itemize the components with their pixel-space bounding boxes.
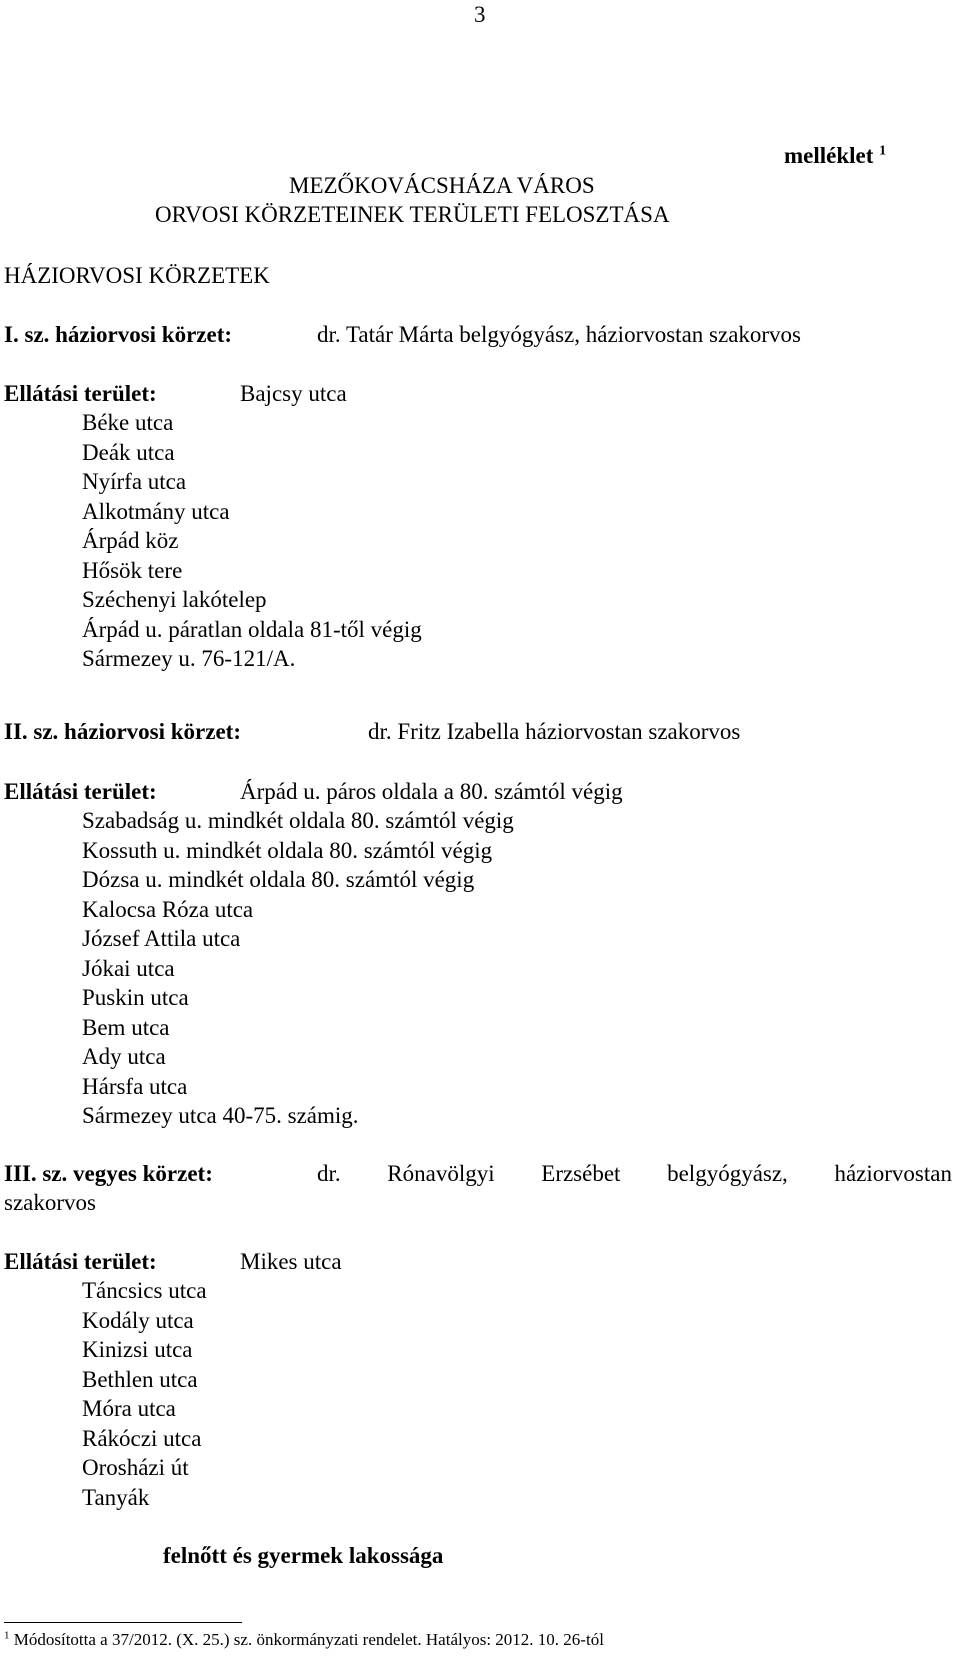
- district-3-label: III. sz. vegyes körzet:: [4, 1161, 213, 1186]
- street-item: Sármezey utca 40-75. számig.: [82, 1103, 359, 1128]
- street-item: Kalocsa Róza utca: [82, 896, 254, 922]
- district-2-first-street: Árpád u. páros oldala a 80. számtól végig: [240, 779, 623, 804]
- annex-footnote-ref: 1: [879, 143, 887, 159]
- district-3-doctor-word: Rónavölgyi: [387, 1161, 495, 1186]
- street-item: Széchenyi lakótelep: [82, 587, 267, 612]
- annex-label-text: melléklet: [784, 143, 874, 168]
- street-item: Kinizsi utca: [82, 1337, 193, 1362]
- street-item: Árpád köz: [82, 528, 179, 553]
- footnote-ref: 1: [4, 1629, 10, 1642]
- district-1-doctor: dr. Tatár Márta belgyógyász, háziorvostan szakorvos: [317, 322, 802, 347]
- street-item: Bethlen utca: [82, 1366, 198, 1392]
- street-item: Jókai utca: [82, 955, 175, 981]
- footnote-text: Módosította a 37/2012. (X. 25.) sz. önkormányzati rendelet. Hatályos: 2012. 10. 26-tól: [13, 1630, 604, 1649]
- district-2-doctor: dr. Fritz Izabella háziorvostan szakorvos: [368, 719, 741, 744]
- footnote: [4, 1630, 604, 1650]
- street-item: Táncsics utca: [82, 1278, 207, 1303]
- street-item: Puskin utca: [82, 985, 189, 1010]
- street-item: Hársfa utca: [82, 1073, 188, 1099]
- district-1-area-label: Ellátási terület:: [4, 381, 157, 406]
- street-item: Dózsa u. mindkét oldala 80. számtól végig: [82, 867, 475, 892]
- street-item: Árpád u. páratlan oldala 81-től végig: [82, 616, 422, 642]
- street-item: Kossuth u. mindkét oldala 80. számtól végig: [82, 837, 493, 863]
- street-item: Béke utca: [82, 410, 174, 435]
- annex-label: [784, 141, 886, 171]
- street-item: Ady utca: [82, 1044, 166, 1069]
- population-note: felnőtt és gyermek lakossága: [163, 1543, 444, 1568]
- district-3-doctor-word: háziorvostan: [834, 1161, 952, 1186]
- street-item: Tanyák: [82, 1484, 150, 1510]
- district-3-area-label: Ellátási terület:: [4, 1249, 157, 1274]
- title-line-2: ORVOSI KÖRZETEINEK TERÜLETI FELOSZTÁSA: [155, 202, 670, 227]
- street-item: Deák utca: [82, 439, 175, 465]
- street-item: Sármezey u. 76-121/A.: [82, 646, 296, 671]
- page-number: 3: [474, 2, 486, 27]
- district-3-doctor-word: belgyógyász,: [667, 1161, 788, 1186]
- street-item: Kodály utca: [82, 1307, 194, 1333]
- street-item: Rákóczi utca: [82, 1425, 202, 1451]
- section-heading: HÁZIORVOSI KÖRZETEK: [4, 263, 270, 288]
- street-item: Alkotmány utca: [82, 498, 230, 524]
- street-item: József Attila utca: [82, 926, 241, 951]
- district-2-label: II. sz. háziorvosi körzet:: [4, 719, 241, 744]
- street-item: Hősök tere: [82, 557, 183, 583]
- street-item: Nyírfa utca: [82, 469, 187, 494]
- footnote-rule: [4, 1622, 242, 1623]
- title-line-1: MEZŐKOVÁCSHÁZA VÁROS: [289, 173, 595, 198]
- street-item: Szabadság u. mindkét oldala 80. számtól végig: [82, 808, 514, 833]
- district-3-doctor-line: [317, 1159, 952, 1189]
- district-3-doctor-word: Erzsébet: [541, 1161, 621, 1186]
- district-2-area-label: Ellátási terület:: [4, 779, 157, 804]
- district-3-first-street: Mikes utca: [240, 1249, 342, 1274]
- district-1-label: I. sz. háziorvosi körzet:: [4, 322, 233, 347]
- district-3-doctor-cont: szakorvos: [4, 1190, 96, 1215]
- street-item: Orosházi út: [82, 1455, 189, 1480]
- street-item: Bem utca: [82, 1014, 170, 1040]
- district-3-doctor-word: dr.: [317, 1161, 341, 1186]
- district-1-first-street: Bajcsy utca: [240, 381, 347, 406]
- street-item: Móra utca: [82, 1396, 176, 1421]
